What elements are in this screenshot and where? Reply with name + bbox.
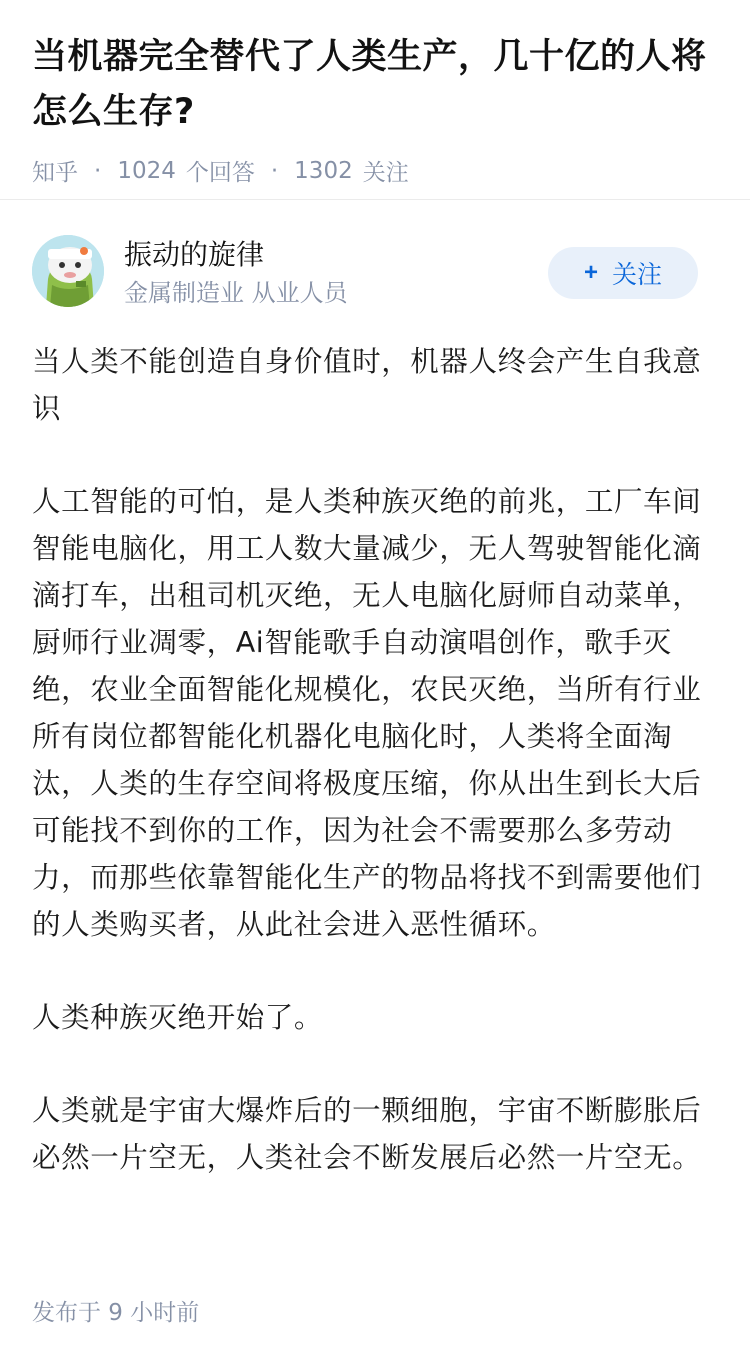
answer-paragraph: 人工智能的可怕，是人类种族灭绝的前兆，工厂车间智能电脑化，用工人数大量减少，无人驾驶智能化滴滴打车，出租司机灭绝，无人电脑化厨师自动菜单，厨师行业凋零，Ai智能歌手自动演唱创作，歌手灭绝，农业全面智能化规模化，农民灭绝，当所有行业所有岗位都智能化机器化电脑化时，人类将全面淘汰，人类的生存空间将极度压缩，你从出生到长大后可能找不到你的工作，因为社会不需要那么多劳动力，而那些依靠智能化生产的物品将找不到需要他们的人类购买者，从此社会进入恶性循环。 bbox=[32, 485, 702, 941]
answer-paragraph: 人类种族灭绝开始了。 bbox=[32, 1001, 324, 1034]
answer-count: 1024 bbox=[117, 157, 176, 184]
answer-paragraph: 人类就是宇宙大爆炸后的一颗细胞，宇宙不断膨胀后必然一片空无，人类社会不断发展后必然一片空无。 bbox=[32, 1094, 702, 1174]
follow-button-label: 关注 bbox=[612, 261, 663, 289]
source-label[interactable]: 知乎 bbox=[32, 160, 78, 186]
answer-content bbox=[0, 330, 750, 1181]
follow-count: 1302 bbox=[294, 157, 353, 184]
follow-button[interactable] bbox=[548, 247, 698, 299]
author-info bbox=[0, 200, 750, 330]
author-headline: 金属制造业 从业人员 bbox=[124, 279, 348, 307]
avatar[interactable] bbox=[32, 235, 104, 307]
cartoon-character-avatar-icon bbox=[32, 235, 104, 307]
question-header bbox=[0, 0, 750, 200]
meta-separator: · bbox=[270, 157, 279, 184]
meta-separator: · bbox=[94, 157, 102, 184]
author-name[interactable]: 振动的旋律 bbox=[124, 238, 265, 271]
publish-time: 发布于 9 小时前 bbox=[32, 1300, 200, 1326]
answer-count-label: 个回答 bbox=[185, 160, 255, 186]
plus-icon: + bbox=[583, 259, 598, 286]
answer-paragraph: 当人类不能创造自身价值时，机器人终会产生自我意识 bbox=[32, 345, 702, 425]
question-title[interactable]: 当机器完全替代了人类生产，几十亿的人将怎么生存? bbox=[32, 37, 707, 132]
question-meta bbox=[32, 154, 718, 187]
follow-count-label: 关注 bbox=[362, 160, 409, 186]
